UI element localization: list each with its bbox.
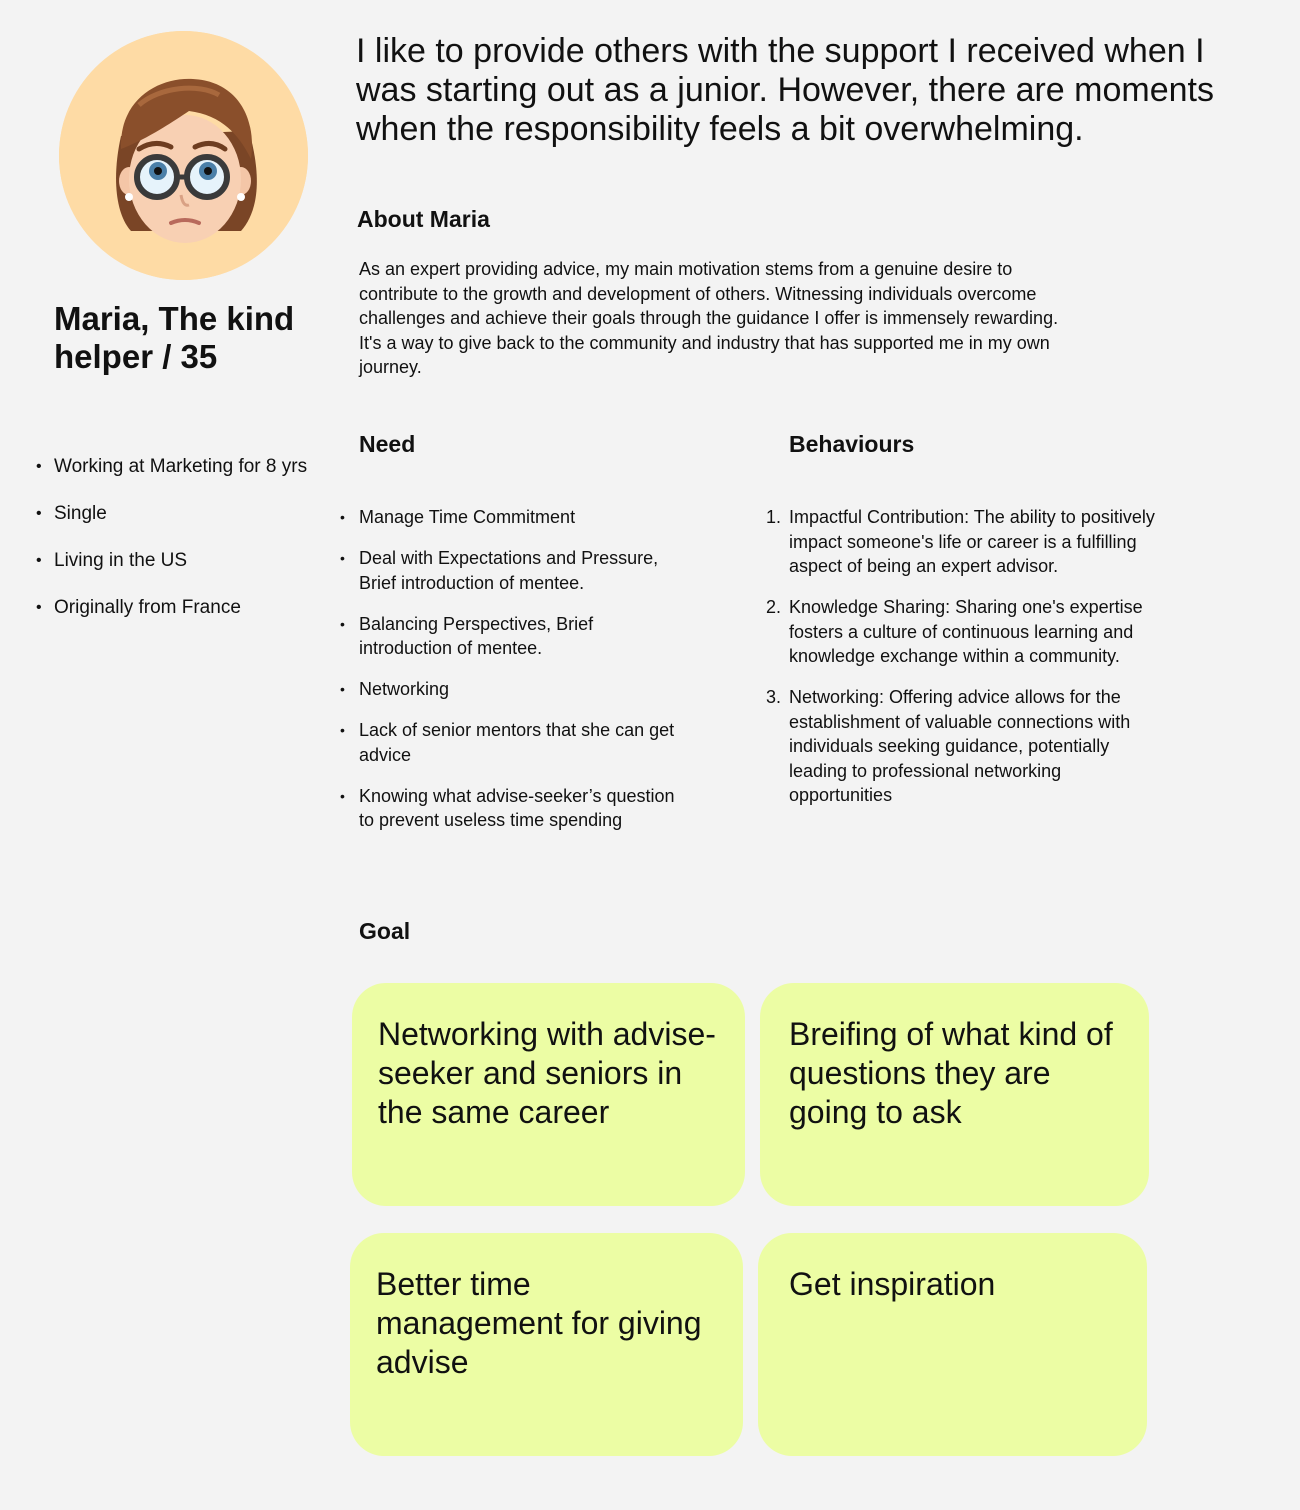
list-item: • Single xyxy=(30,499,310,529)
list-item-text: Networking: Offering advice allows for the establishment of valuable connections with individuals seeking guidance, potentially leading to professional networking opportunities xyxy=(789,687,1131,805)
need-list xyxy=(335,505,675,849)
goal-heading: Goal xyxy=(359,918,411,944)
list-item xyxy=(760,685,1155,808)
list-item: • Working at Marketing for 8 yrs xyxy=(30,452,310,482)
list-item: • Networking xyxy=(335,677,675,702)
list-item: • Manage Time Commitment xyxy=(335,505,675,530)
need-heading: Need xyxy=(359,431,416,457)
goal-card: Get inspiration xyxy=(758,1233,1147,1456)
goal-card: Better time management for giving advise xyxy=(350,1233,743,1456)
persona-quote: I like to provide others with the support I received when I was starting out as a junior. However, there are moments when the responsibility feels a bit overwhelming. xyxy=(356,32,1214,148)
list-item: • Lack of senior mentors that she can get advice xyxy=(335,718,675,767)
list-item: • Balancing Perspectives, Brief introduction of mentee. xyxy=(335,612,675,661)
list-number: 1. xyxy=(766,507,782,527)
persona-name: Maria, The kind helper / 35 xyxy=(54,300,295,375)
list-item-text: Knowledge Sharing: Sharing one's expertise fosters a culture of continuous learning and knowledge exchange within a community. xyxy=(789,597,1143,666)
list-item: • Deal with Expectations and Pressure, Brief introduction of mentee. xyxy=(335,546,675,595)
list-number: 2. xyxy=(766,597,782,617)
behaviours-heading: Behaviours xyxy=(789,431,915,457)
about-heading: About Maria xyxy=(357,206,490,232)
about-text: As an expert providing advice, my main motivation stems from a genuine desire to contribute to the growth and development of others. Witnessing individuals overcome challenges and achieve their goals through the guidance I offer is immensely rewarding. It's a way to give back to the community and industry that has supported me in my own journey. xyxy=(359,259,1059,377)
list-number: 3. xyxy=(766,687,782,707)
persona-facts xyxy=(30,452,310,640)
list-item-text: Impactful Contribution: The ability to positively impact someone's life or career is a fulfilling aspect of being an expert advisor. xyxy=(789,507,1155,576)
list-item xyxy=(760,505,1155,579)
list-item xyxy=(760,595,1155,669)
list-item: • Knowing what advise-seeker’s question to prevent useless time spending xyxy=(335,784,675,833)
goal-card: Networking with advise-seeker and seniors in the same career xyxy=(352,983,745,1206)
list-item: • Living in the US xyxy=(30,546,310,576)
behaviours-list xyxy=(760,505,1155,824)
avatar xyxy=(59,31,308,280)
list-item: • Originally from France xyxy=(30,593,310,623)
memoji-avatar-icon xyxy=(59,31,308,280)
goal-card: Breifing of what kind of questions they are going to ask xyxy=(760,983,1149,1206)
